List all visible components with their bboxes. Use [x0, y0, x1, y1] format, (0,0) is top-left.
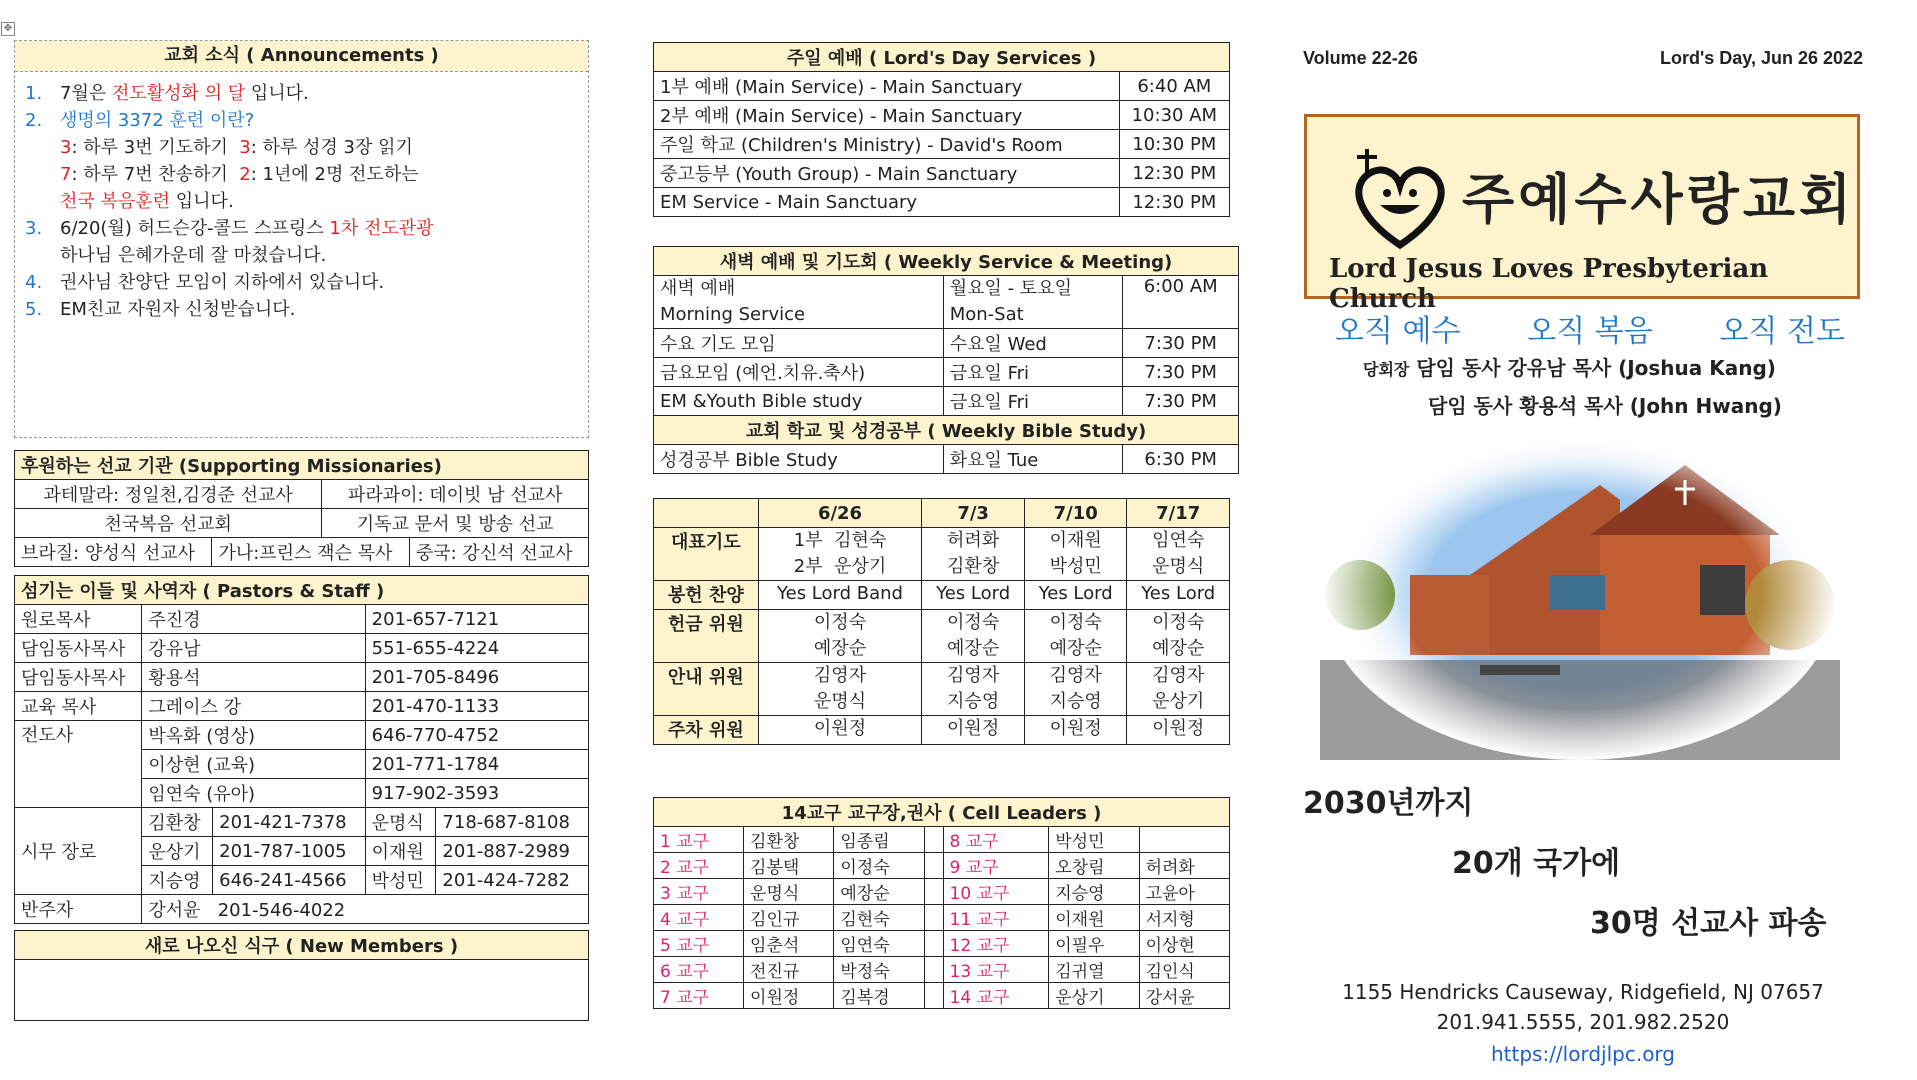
duty-name: Yes Lord	[1038, 583, 1113, 604]
duty-date: 7/17	[1127, 499, 1230, 528]
staff-role: 담임동사목사	[15, 634, 142, 663]
duty-cell	[758, 716, 922, 745]
cell-leader: 김인식	[1139, 957, 1229, 983]
announcement-item	[25, 188, 588, 215]
evangelist-name: 임연숙 (유아)	[142, 779, 365, 808]
service-row	[654, 72, 1230, 101]
announcement-text-part: 7월은	[60, 83, 112, 104]
cell-leaders-section	[653, 797, 1230, 1009]
church-website-link[interactable]: https://lordjlpc.org	[1490, 1042, 1675, 1066]
elder-phone: 718-687-8108	[436, 808, 589, 837]
slogan-only-gospel: 오직 복음	[1527, 314, 1653, 349]
announcement-text-part: 입니다.	[245, 83, 309, 104]
new-members-section	[14, 930, 589, 1021]
duty-name: 이원정	[947, 718, 1000, 739]
duty-name: 김영자	[947, 665, 1000, 686]
announcement-item	[25, 269, 588, 296]
missionary-heaven-gospel: 천국복음 선교회	[15, 509, 322, 538]
duty-name: 박성민	[1049, 556, 1102, 577]
duty-cell	[1024, 663, 1127, 716]
duty-label: 주차 위원	[654, 716, 759, 745]
lords-day-section	[653, 42, 1230, 217]
service-time: 6:40 AM	[1119, 72, 1229, 101]
service-time: 10:30 AM	[1119, 101, 1229, 130]
bible-study-time: 6:30 PM	[1123, 445, 1239, 474]
cell-leader: 김봉택	[744, 853, 834, 879]
evangelist-phone: 646-770-4752	[365, 721, 588, 750]
duty-label: 헌금 위원	[654, 610, 759, 663]
meeting-day: 금요일 Fri	[943, 387, 1123, 416]
elder-name: 운상기	[142, 837, 213, 866]
service-time: 12:30 PM	[1119, 159, 1229, 188]
duty-cell	[922, 528, 1025, 581]
weekly-section	[653, 246, 1239, 474]
duty-name: 예장순	[947, 638, 1000, 659]
duty-corner	[654, 499, 759, 528]
duty-row	[654, 528, 1230, 581]
lords-day-title: 주일 예배 ( Lord's Day Services )	[654, 43, 1230, 72]
pastor-line-1	[1363, 352, 1776, 381]
evangelist-row	[15, 721, 589, 750]
elder-name: 박성민	[365, 866, 436, 895]
cell-district: 11 교구	[943, 905, 1049, 931]
service-row	[654, 159, 1230, 188]
staff-row	[15, 605, 589, 634]
service-name: EM Service - Main Sanctuary	[654, 188, 1120, 217]
cell-district: 8 교구	[943, 827, 1049, 853]
meeting-time: 7:30 PM	[1123, 387, 1239, 416]
date-label: Lord's Day, Jun 26 2022	[1660, 48, 1864, 68]
duty-name: 2부 운상기	[793, 556, 887, 577]
bible-study-header-row	[654, 416, 1239, 445]
duty-name: 임연숙	[1152, 530, 1205, 551]
evangelist-role: 전도사	[15, 721, 142, 808]
cell-leader: 강서윤	[1139, 983, 1229, 1009]
meeting-row	[654, 358, 1239, 387]
duty-label: 안내 위원	[654, 663, 759, 716]
vision-line-1: 2030년까지	[1303, 786, 1474, 821]
service-name: 1부 예배 (Main Service) - Main Sanctuary	[654, 72, 1120, 101]
service-name: 2부 예배 (Main Service) - Main Sanctuary	[654, 101, 1120, 130]
cell-leader: 허려화	[1139, 853, 1229, 879]
duty-name: 허려화	[947, 530, 1000, 551]
cell-leader	[924, 827, 943, 853]
cell-district: 1 교구	[654, 827, 744, 853]
duty-cell	[1127, 610, 1230, 663]
duty-name: 예장순	[1152, 638, 1205, 659]
announcement-text-part: : 하루 7번 찬송하기	[71, 164, 240, 185]
duty-name: Yes Lord	[1141, 583, 1216, 604]
dawn-day-en: Mon-Sat	[949, 304, 1024, 325]
missionary-ghana: 가나:프린스 잭슨 목사	[212, 538, 409, 567]
staff-name: 강유남	[142, 634, 365, 663]
duty-name: 예장순	[813, 638, 867, 659]
accompanist-role: 반주자	[15, 895, 142, 924]
missionary-brazil: 브라질: 양성식 선교사	[15, 538, 212, 567]
church-address: 1155 Hendricks Causeway, Ridgefield, NJ 07657	[1342, 980, 1824, 1004]
cell-leader	[924, 905, 943, 931]
volume-label: Volume 22-26	[1303, 48, 1418, 68]
cell-district: 9 교구	[943, 853, 1049, 879]
duty-name: 김영자	[1049, 665, 1102, 686]
cell-leader	[924, 957, 943, 983]
announcement-text	[60, 107, 254, 134]
cell-district: 14 교구	[943, 983, 1049, 1009]
missionary-china: 중국: 강신석 선교사	[409, 538, 588, 567]
duty-label: 대표기도	[654, 528, 759, 581]
announcement-text	[60, 242, 326, 269]
staff-role: 교육 목사	[15, 692, 142, 721]
announcement-number: 1.	[25, 83, 43, 104]
missionary-literature: 기독교 문서 및 방송 선교	[322, 509, 589, 538]
cell-district: 4 교구	[654, 905, 744, 931]
duty-name: 김환창	[947, 556, 1000, 577]
announcement-text-part: 천국 복음훈련	[60, 191, 171, 212]
announcement-text	[60, 215, 434, 242]
announcement-text-part: 3	[60, 137, 72, 158]
missionaries-title: 후원하는 선교 기관 (Supporting Missionaries)	[15, 451, 589, 480]
staff-phone: 201-657-7121	[365, 605, 588, 634]
announcement-item	[25, 161, 588, 188]
announcement-number	[25, 134, 60, 161]
announcement-text-part: 2	[239, 164, 251, 185]
cell-leader: 김귀열	[1049, 957, 1139, 983]
duty-cell	[1024, 610, 1127, 663]
elder-phone: 646-241-4566	[213, 866, 366, 895]
cell-district: 13 교구	[943, 957, 1049, 983]
announcement-text	[60, 134, 413, 161]
duty-name: 이정숙	[813, 612, 867, 633]
staff-row	[15, 634, 589, 663]
announcement-text-part: 7	[60, 164, 72, 185]
duty-name: 이정숙	[1152, 612, 1205, 633]
meeting-day: 수요일 Wed	[943, 329, 1123, 358]
cell-leader: 김복경	[834, 983, 924, 1009]
duty-cell	[1127, 663, 1230, 716]
elder-phone: 201-887-2989	[436, 837, 589, 866]
dawn-service-name	[654, 276, 944, 329]
announcement-text-part: : 하루 3번 기도하기	[71, 137, 240, 158]
service-row	[654, 101, 1230, 130]
cell-leader: 임종림	[834, 827, 924, 853]
staff-role: 담임동사목사	[15, 663, 142, 692]
church-building-image	[1320, 425, 1840, 760]
church-logo-frame	[1304, 114, 1860, 314]
missionary-guatemala: 과테말라: 정일천,김경준 선교사	[15, 480, 322, 509]
meeting-row	[654, 387, 1239, 416]
elder-phone: 201-424-7282	[436, 866, 589, 895]
cell-leader: 박정숙	[834, 957, 924, 983]
duty-name: Yes Lord	[936, 583, 1011, 604]
cell-leader: 운상기	[1049, 983, 1139, 1009]
elder-name: 김환창	[142, 808, 213, 837]
cell-leader: 운명식	[744, 879, 834, 905]
duty-cell	[758, 581, 922, 610]
duty-name: 1부 김현숙	[793, 530, 887, 551]
announcement-number	[25, 161, 60, 188]
announcement-text	[60, 161, 419, 188]
dawn-en: Morning Service	[660, 304, 806, 325]
staff-phone: 551-655-4224	[365, 634, 588, 663]
service-name: 중고등부 (Youth Group) - Main Sanctuary	[654, 159, 1120, 188]
staff-role: 원로목사	[15, 605, 142, 634]
duty-cell	[1127, 528, 1230, 581]
bible-study-day: 화요일 Tue	[943, 445, 1123, 474]
staff-section	[14, 575, 589, 924]
service-row	[654, 130, 1230, 159]
duty-cell	[922, 716, 1025, 745]
staff-name: 황용석	[142, 663, 365, 692]
duty-cell	[1024, 581, 1127, 610]
slogan-only-evangelism: 오직 전도	[1719, 314, 1845, 349]
pastor-2: 담임 동사 황용석 목사 (John Hwang)	[1428, 394, 1782, 418]
announcement-text-part: 3	[239, 137, 251, 158]
dawn-service-day	[943, 276, 1123, 329]
duty-cell	[922, 610, 1025, 663]
duty-name: 운명식	[1152, 556, 1205, 577]
slogan-only-jesus: 오직 예수	[1335, 314, 1461, 349]
cell-district: 10 교구	[943, 879, 1049, 905]
cell-district: 5 교구	[654, 931, 744, 957]
cell-leader: 이상현	[1139, 931, 1229, 957]
service-time: 12:30 PM	[1119, 188, 1229, 217]
new-members-body	[15, 960, 589, 1021]
accompanist-info: 강서윤 201-546-4022	[142, 895, 589, 924]
duty-name: 이정숙	[1049, 612, 1102, 633]
cell-row	[654, 905, 1230, 931]
meeting-time: 7:30 PM	[1123, 358, 1239, 387]
cell-leader: 지승영	[1049, 879, 1139, 905]
duty-row	[654, 663, 1230, 716]
announcement-text-part: 권사님 찬양단 모임이 지하에서 있습니다.	[60, 272, 385, 293]
evangelist-phone: 917-902-3593	[365, 779, 588, 808]
cell-district: 3 교구	[654, 879, 744, 905]
duty-cell	[1024, 716, 1127, 745]
duty-section	[653, 498, 1230, 745]
vision-line-3: 30명 선교사 파송	[1590, 906, 1827, 941]
meeting-name: 수요 기도 모임	[654, 329, 944, 358]
duty-row	[654, 716, 1230, 745]
cell-leader: 김인규	[744, 905, 834, 931]
elder-name: 이재원	[365, 837, 436, 866]
cell-row	[654, 853, 1230, 879]
cell-district: 2 교구	[654, 853, 744, 879]
cell-leader: 고윤아	[1139, 879, 1229, 905]
announcement-text	[60, 80, 309, 107]
cell-district: 6 교구	[654, 957, 744, 983]
cell-row	[654, 827, 1230, 853]
cell-leader: 이필우	[1049, 931, 1139, 957]
church-name-korean: 주예수사랑교회	[1462, 167, 1856, 231]
announcement-number: 3.	[25, 218, 43, 239]
meeting-time: 7:30 PM	[1123, 329, 1239, 358]
duty-row	[654, 610, 1230, 663]
staff-row	[15, 692, 589, 721]
duty-cell	[758, 528, 922, 581]
announcement-item	[25, 296, 588, 323]
bible-study-name: 성경공부 Bible Study	[654, 445, 944, 474]
meeting-day: 금요일 Fri	[943, 358, 1123, 387]
announcement-number: 2.	[25, 110, 43, 131]
duty-header-row	[654, 499, 1230, 528]
church-phone: 201.941.5555, 201.982.2520	[1436, 1010, 1730, 1034]
announcement-text-part: EM친교 자원자 신청받습니다.	[60, 299, 296, 320]
bible-study-row	[654, 445, 1239, 474]
meeting-name: EM &Youth Bible study	[654, 387, 944, 416]
announcement-item	[25, 107, 588, 134]
elder-name: 지승영	[142, 866, 213, 895]
slogan-row	[1335, 306, 1845, 350]
staff-title: 섬기는 이들 및 사역자 ( Pastors & Staff )	[15, 576, 589, 605]
announcement-number: 5.	[25, 299, 43, 320]
duty-name: 지승영	[947, 691, 1000, 712]
duty-cell	[1024, 528, 1127, 581]
duty-name: 이원정	[1152, 718, 1205, 739]
evangelist-phone: 201-771-1784	[365, 750, 588, 779]
duty-cell	[1127, 716, 1230, 745]
cell-leader: 임연숙	[834, 931, 924, 957]
cell-leaders-title: 14교구 교구장,권사 ( Cell Leaders )	[654, 798, 1230, 827]
staff-row	[15, 663, 589, 692]
missionary-paraguay: 파라과이: 데이빗 남 선교사	[322, 480, 589, 509]
service-time: 10:30 PM	[1119, 130, 1229, 159]
announcement-text-part: 전도활성화 의 달	[111, 83, 246, 104]
announcement-text	[60, 188, 234, 215]
duty-name: 이재원	[1049, 530, 1102, 551]
cell-row	[654, 957, 1230, 983]
duty-date: 6/26	[758, 499, 922, 528]
cell-leader	[924, 853, 943, 879]
cell-leader	[924, 983, 943, 1009]
weekly-title: 새벽 예배 및 기도회 ( Weekly Service & Meeting)	[654, 247, 1239, 276]
announcement-text	[60, 296, 295, 323]
staff-phone: 201-705-8496	[365, 663, 588, 692]
meeting-row	[654, 329, 1239, 358]
cell-row	[654, 931, 1230, 957]
duty-cell	[758, 610, 922, 663]
evangelist-name: 박옥화 (영상)	[142, 721, 365, 750]
announcement-item	[25, 80, 588, 107]
cell-leader	[924, 879, 943, 905]
duty-name: 김영자	[1152, 665, 1205, 686]
dawn-day-kr: 월요일 - 토요일	[949, 278, 1072, 299]
duty-name: 지승영	[1049, 691, 1102, 712]
cell-district: 7 교구	[654, 983, 744, 1009]
announcement-item	[25, 134, 588, 161]
cell-row	[654, 983, 1230, 1009]
duty-name: 이원정	[813, 718, 867, 739]
cell-leader	[924, 931, 943, 957]
announcements-list	[15, 72, 588, 323]
cell-district: 12 교구	[943, 931, 1049, 957]
cell-leader: 이정숙	[834, 853, 924, 879]
dawn-service-time: 6:00 AM	[1123, 276, 1239, 329]
duty-cell	[922, 663, 1025, 716]
duty-cell	[758, 663, 922, 716]
cell-leader: 서지형	[1139, 905, 1229, 931]
bible-study-title: 교회 학교 및 성경공부 ( Weekly Bible Study)	[654, 416, 1239, 445]
cell-leader: 김현숙	[834, 905, 924, 931]
cell-leader: 오창림	[1049, 853, 1139, 879]
announcement-text-part: 생명의 3372 훈련 이란?	[60, 110, 255, 131]
duty-name: 이원정	[1049, 718, 1102, 739]
elder-name: 운명식	[365, 808, 436, 837]
announcement-text-part: : 1년에 2명 전도하는	[250, 164, 419, 185]
cell-leader: 김환창	[744, 827, 834, 853]
announcement-text-part: : 하루 성경 3장 읽기	[250, 137, 413, 158]
move-handle-icon[interactable]: ✥	[1, 22, 15, 36]
dawn-kr: 새벽 예배	[660, 278, 736, 299]
elder-phone: 201-421-7378	[213, 808, 366, 837]
cell-leader: 이원정	[744, 983, 834, 1009]
announcement-number	[25, 188, 60, 215]
announcement-item	[25, 242, 588, 269]
new-members-title: 새로 나오신 식구 ( New Members )	[15, 931, 589, 960]
duty-name: Yes Lord Band	[777, 583, 903, 604]
duty-cell	[1127, 581, 1230, 610]
elder-role: 시무 장로	[15, 808, 142, 895]
cell-leader	[1139, 827, 1229, 853]
church-name-english: Lord Jesus Loves Presbyterian Church	[1329, 254, 1769, 314]
cell-leader: 박성민	[1049, 827, 1139, 853]
duty-cell	[922, 581, 1025, 610]
duty-label: 봉헌 찬양	[654, 581, 759, 610]
evangelist-name: 이상현 (교육)	[142, 750, 365, 779]
duty-name: 예장순	[1049, 638, 1102, 659]
announcement-text-part: 1차 전도관광	[329, 218, 434, 239]
duty-row	[654, 581, 1230, 610]
service-row	[654, 188, 1230, 217]
vision-line-2: 20개 국가에	[1452, 846, 1621, 881]
elder-row	[15, 808, 589, 837]
announcement-text-part: 6/20(월) 허드슨강-콜드 스프링스	[60, 218, 330, 239]
staff-name: 그레이스 강	[142, 692, 365, 721]
announcement-text	[60, 269, 384, 296]
pastor-title-prefix: 당회장	[1363, 360, 1410, 379]
announcement-text-part: 입니다.	[170, 191, 234, 212]
duty-name: 운명식	[813, 691, 867, 712]
cell-row	[654, 879, 1230, 905]
cell-leader: 임춘석	[744, 931, 834, 957]
duty-name: 이정숙	[947, 612, 1000, 633]
elder-phone: 201-787-1005	[213, 837, 366, 866]
service-name: 주일 학교 (Children's Ministry) - David's Room	[654, 130, 1120, 159]
duty-date: 7/3	[922, 499, 1025, 528]
announcements-title: 교회 소식 ( Announcements )	[15, 41, 588, 72]
heart-logo-icon	[1345, 145, 1455, 255]
announcement-number: 4.	[25, 272, 43, 293]
cell-leader: 예장순	[834, 879, 924, 905]
announcement-item	[25, 215, 588, 242]
duty-date: 7/10	[1024, 499, 1127, 528]
missionaries-section	[14, 450, 589, 567]
pastor-1: 담임 동사 강유남 목사 (Joshua Kang)	[1416, 356, 1776, 380]
accompanist-row	[15, 895, 589, 924]
staff-phone: 201-470-1133	[365, 692, 588, 721]
announcement-number	[25, 242, 60, 269]
cell-leader: 전진규	[744, 957, 834, 983]
announcement-text-part: 하나님 은혜가운데 잘 마쳤습니다.	[60, 245, 327, 266]
meeting-name: 금요모임 (예언.치유.축사)	[654, 358, 944, 387]
announcements-box	[14, 40, 589, 438]
duty-name: 김영자	[813, 665, 867, 686]
cell-leader: 이재원	[1049, 905, 1139, 931]
duty-name: 운상기	[1152, 691, 1205, 712]
staff-name: 주진경	[142, 605, 365, 634]
